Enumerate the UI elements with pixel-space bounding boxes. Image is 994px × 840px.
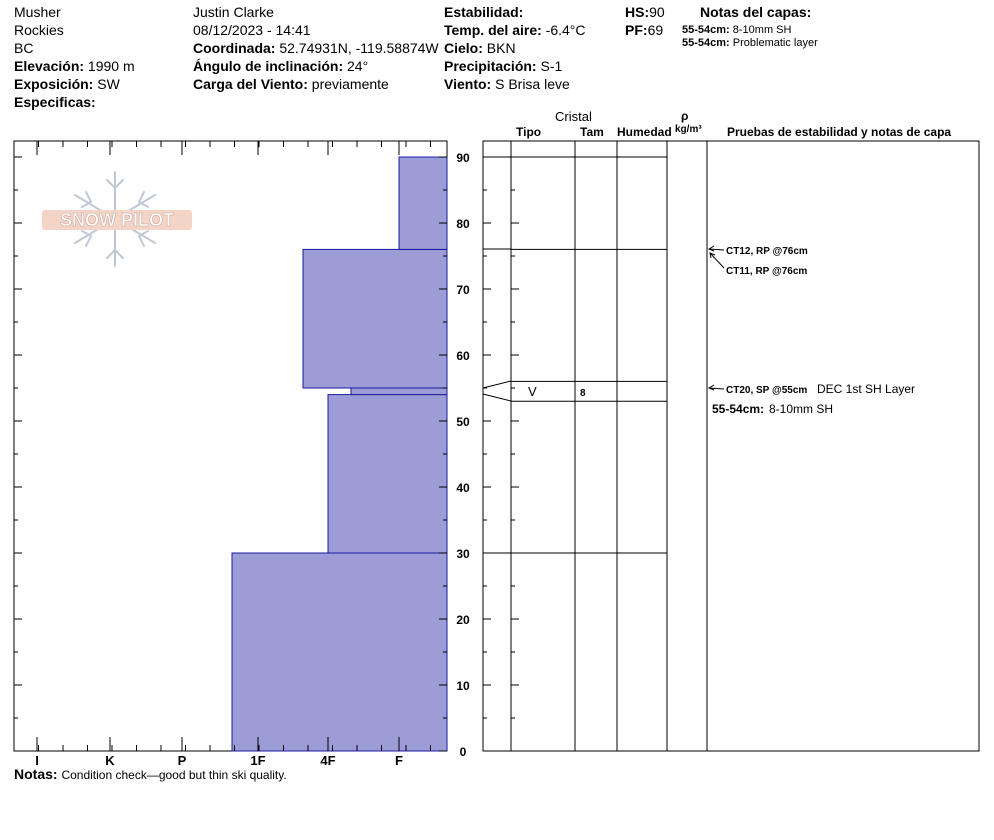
hardness-tick-label: K	[105, 753, 115, 768]
layer-note-text: 8-10mm SH	[732, 24, 792, 36]
crystal-title: Cristal	[555, 109, 592, 124]
moisture-header: Humedad	[617, 125, 672, 139]
sky-value: BKN	[486, 40, 516, 56]
height-tick-label: 80	[456, 217, 470, 231]
sky-label: Cielo:	[444, 40, 483, 56]
size-header: Tam	[580, 125, 604, 139]
hardness-bars	[232, 157, 447, 751]
hardness-tick-label: 4F	[320, 753, 336, 768]
slope-label: Ángulo de inclinación:	[193, 58, 344, 74]
aspect-label: Exposición:	[14, 76, 94, 92]
specifics-label: Especificas:	[14, 94, 96, 110]
layer-note-text: Problematic layer	[732, 37, 818, 49]
test-note: DEC 1st SH Layer	[817, 382, 916, 396]
air-temp-value: -6.4°C	[545, 22, 586, 38]
layer-connector	[483, 394, 511, 401]
wind-load-label: Carga del Viento:	[193, 76, 308, 92]
height-tick-label: 40	[456, 481, 470, 495]
test-arrows	[709, 246, 724, 390]
profile-table-frame	[483, 141, 979, 751]
pf-label: PF:	[625, 22, 648, 38]
hardness-tick-label: F	[395, 753, 403, 768]
elevation-value: 1990 m	[87, 58, 135, 74]
height-tick-label: 70	[456, 283, 470, 297]
snowpilot-logo	[42, 172, 192, 266]
layer-note-depth: 55-54cm:	[682, 37, 730, 49]
crystal-size: 8	[580, 388, 586, 399]
range-name: Rockies	[14, 22, 64, 38]
precip-value: S-1	[540, 58, 563, 74]
air-temp-label: Temp. del aire:	[444, 22, 542, 38]
state-name: BC	[14, 40, 34, 56]
type-header: Tipo	[516, 125, 542, 139]
hs-value: 90	[649, 4, 665, 20]
notes-row	[14, 766, 287, 783]
height-tick-label: 10	[456, 679, 470, 693]
test-label: CT20, SP @55cm	[726, 385, 808, 396]
coordinate-label: Coordinada:	[193, 40, 276, 56]
notes-label: Notas:	[14, 766, 58, 782]
observer-name: Justin Clarke	[193, 4, 274, 20]
layer-notes-title: Notas del capas:	[700, 4, 812, 20]
tests-title: Pruebas de estabilidad y notas de capa	[727, 125, 952, 139]
hs-label: HS:	[625, 4, 650, 20]
hardness-bar	[351, 388, 447, 395]
aspect-value: SW	[97, 76, 120, 92]
hardness-bar	[232, 553, 447, 751]
hardness-bar	[303, 249, 447, 388]
wind-value: S Brisa leve	[495, 76, 570, 92]
coordinate-value: 52.74931N, -119.58874W	[279, 40, 439, 56]
rho-symbol: ρ	[681, 109, 689, 123]
height-tick-label: 90	[456, 151, 470, 165]
test-label: CT12, RP @76cm	[726, 246, 808, 257]
height-tick-label: 50	[456, 415, 470, 429]
precip-label: Precipitación:	[444, 58, 537, 74]
wind-label: Viento:	[444, 76, 492, 92]
hardness-bar	[328, 395, 447, 553]
crystal-type-symbol: V	[528, 384, 537, 399]
notes-text: Condition check—good but thin ski quality.	[61, 768, 287, 782]
hardness-tick-label: 1F	[250, 753, 266, 768]
table-ticks	[483, 157, 519, 751]
hardness-tick-label: P	[177, 753, 187, 768]
density-unit: kg/m³	[675, 124, 702, 135]
stability-label: Estabilidad:	[444, 4, 524, 20]
layer-note-depth: 55-54cm:	[682, 24, 730, 36]
elevation-label: Elevación:	[14, 58, 85, 74]
logo-text: SNOW PILOT	[60, 210, 174, 230]
test-label: CT11, RP @76cm	[726, 266, 808, 277]
hardness-tick-label: I	[35, 753, 39, 768]
wind-load-value: previamente	[311, 76, 389, 92]
layer-connector	[483, 381, 511, 388]
observer-group: Musher	[14, 4, 61, 20]
height-tick-label: 30	[456, 547, 470, 561]
slope-value: 24°	[347, 58, 369, 74]
hardness-bar	[399, 157, 447, 249]
height-tick-label: 60	[456, 349, 470, 363]
layer-note-depth: 55-54cm:	[712, 402, 765, 416]
height-tick-label: 20	[456, 613, 470, 627]
pf-value: 69	[647, 22, 664, 38]
height-tick-label: 0	[459, 745, 467, 759]
layer-note-text: 8-10mm SH	[769, 402, 834, 416]
observation-datetime: 08/12/2023 - 14:41	[193, 22, 311, 38]
